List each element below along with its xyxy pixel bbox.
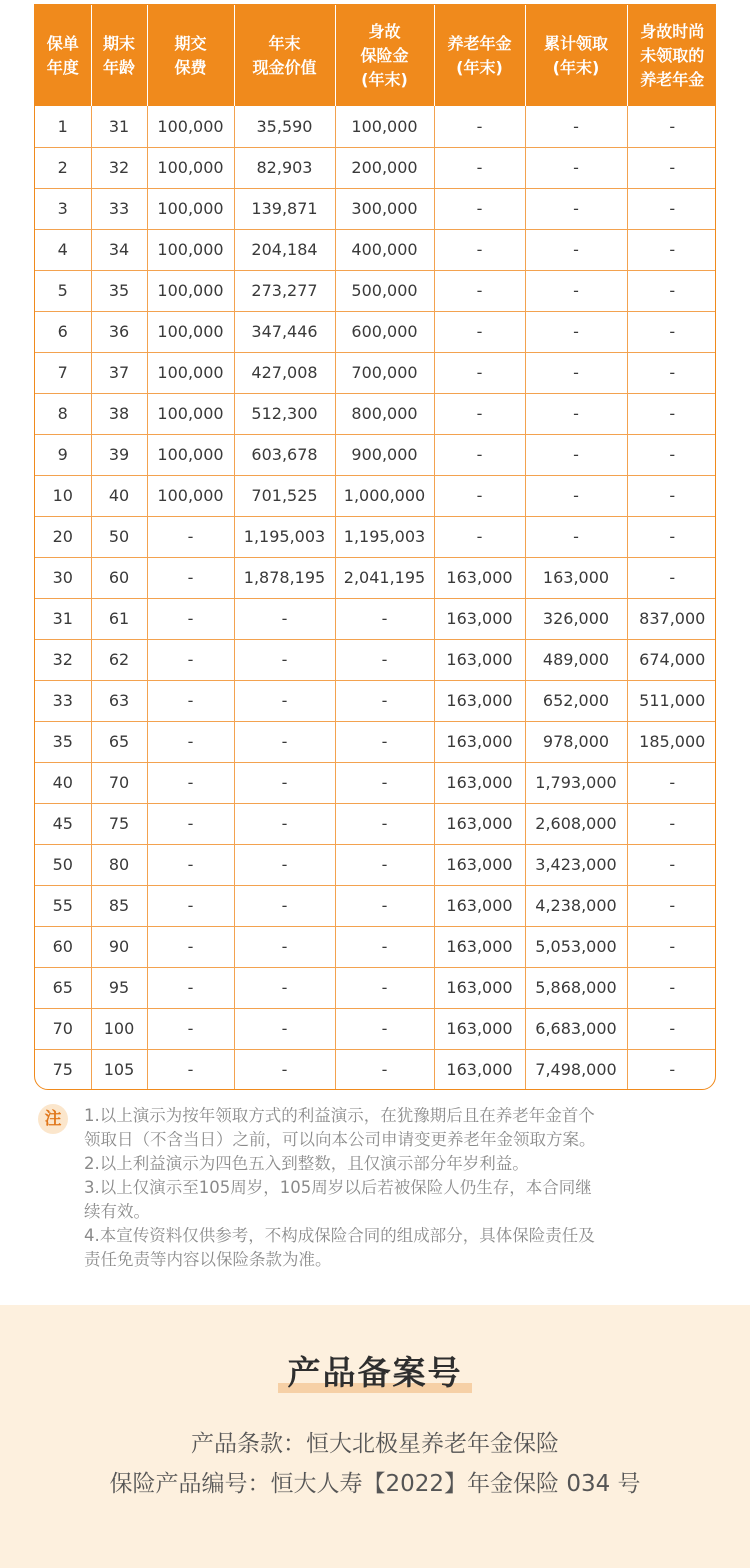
table-cell: 163,000 xyxy=(434,803,525,844)
table-cell: 100,000 xyxy=(335,106,434,147)
table-cell: - xyxy=(234,680,335,721)
table-cell: 95 xyxy=(91,967,147,1008)
table-cell: 273,277 xyxy=(234,270,335,311)
table-cell: - xyxy=(234,967,335,1008)
table-cell: - xyxy=(234,721,335,762)
table-cell: 36 xyxy=(91,311,147,352)
table-cell: 31 xyxy=(35,598,91,639)
table-cell: 900,000 xyxy=(335,434,434,475)
note-badge-icon: 注 xyxy=(38,1104,68,1134)
table-cell: - xyxy=(147,803,234,844)
table-row xyxy=(35,475,716,516)
table-cell: 1,793,000 xyxy=(525,762,627,803)
table-cell: 163,000 xyxy=(434,598,525,639)
header-death-benefit: 身故 保险金 (年末) xyxy=(335,5,434,106)
table-cell: - xyxy=(147,762,234,803)
header-age-end: 期末 年龄 xyxy=(91,5,147,106)
table-cell: - xyxy=(627,557,716,598)
table-cell: - xyxy=(627,475,716,516)
table-cell: - xyxy=(335,885,434,926)
table-cell: - xyxy=(147,1049,234,1090)
table-header-row xyxy=(35,5,716,106)
table-row xyxy=(35,1008,716,1049)
table-cell: - xyxy=(669,1060,676,1080)
table-cell: - xyxy=(525,270,627,311)
table-cell: 38 xyxy=(91,393,147,434)
table-row xyxy=(35,967,716,1008)
benefit-illustration-table xyxy=(35,5,716,1090)
product-number: 保险产品编号：恒大人寿【2022】年金保险 034 号 xyxy=(109,1471,641,1497)
table-cell: - xyxy=(147,885,234,926)
table-cell: - xyxy=(434,229,525,270)
table-row xyxy=(35,188,716,229)
table-cell: 55 xyxy=(35,885,91,926)
header-cash-value: 年末 现金价值 xyxy=(234,5,335,106)
table-cell: - xyxy=(434,434,525,475)
table-cell: - xyxy=(335,598,434,639)
table-cell: 163,000 xyxy=(434,680,525,721)
table-cell: - xyxy=(525,434,627,475)
header-annuity: 养老年金 (年末) xyxy=(434,5,525,106)
table-cell: 63 xyxy=(91,680,147,721)
table-cell: - xyxy=(234,639,335,680)
table-cell: 62 xyxy=(91,639,147,680)
table-cell: - xyxy=(335,762,434,803)
header-cumulative: 累计领取 (年末) xyxy=(525,5,627,106)
table-row xyxy=(35,1049,716,1090)
table-cell: 6,683,000 xyxy=(525,1008,627,1049)
table-row xyxy=(35,352,716,393)
table-cell: 100,000 xyxy=(147,270,234,311)
table-cell: 90 xyxy=(91,926,147,967)
table-cell: 85 xyxy=(91,885,147,926)
table-cell: - xyxy=(627,762,716,803)
table-cell: 163,000 xyxy=(525,557,627,598)
table-cell: - xyxy=(147,557,234,598)
table-row xyxy=(35,844,716,885)
table-cell: 33 xyxy=(91,188,147,229)
table-cell: 50 xyxy=(35,844,91,885)
table-cell: 9 xyxy=(35,434,91,475)
table-cell: 39 xyxy=(91,434,147,475)
table-cell: - xyxy=(525,516,627,557)
note-line: 责任免责等内容以保险条款为准。 xyxy=(84,1250,332,1269)
table-cell: 1,195,003 xyxy=(234,516,335,557)
table-cell: 10 xyxy=(35,475,91,516)
table-cell: - xyxy=(434,393,525,434)
table-row xyxy=(35,229,716,270)
benefit-table-container xyxy=(34,4,716,1090)
table-cell: 37 xyxy=(91,352,147,393)
table-cell: 7 xyxy=(35,352,91,393)
notes-section xyxy=(38,1104,718,1272)
table-cell: - xyxy=(234,598,335,639)
table-cell: 33 xyxy=(35,680,91,721)
table-cell: 163,000 xyxy=(434,639,525,680)
table-row xyxy=(35,516,716,557)
table-cell: 100,000 xyxy=(147,352,234,393)
table-cell: 35 xyxy=(35,721,91,762)
table-cell: 163,000 xyxy=(434,844,525,885)
table-cell: 60 xyxy=(35,926,91,967)
table-cell: - xyxy=(434,352,525,393)
table-cell: 652,000 xyxy=(525,680,627,721)
table-cell: 40 xyxy=(91,475,147,516)
table-cell: 7,498,000 xyxy=(525,1049,627,1090)
table-cell: - xyxy=(627,393,716,434)
header-policy-year: 保单 年度 xyxy=(35,5,91,106)
table-row xyxy=(35,803,716,844)
table-cell: - xyxy=(627,926,716,967)
table-cell: 1,195,003 xyxy=(335,516,434,557)
table-cell: 105 xyxy=(91,1049,147,1090)
table-cell: - xyxy=(525,188,627,229)
table-cell: 139,871 xyxy=(234,188,335,229)
table-row xyxy=(35,721,716,762)
table-cell: 100,000 xyxy=(147,106,234,147)
table-row xyxy=(35,106,716,147)
table-cell: 674,000 xyxy=(627,639,716,680)
table-cell: 100,000 xyxy=(147,311,234,352)
table-cell: - xyxy=(627,311,716,352)
note-line: 3.以上仅演示至105周岁，105周岁以后若被保险人仍生存，本合同继 xyxy=(84,1178,592,1197)
header-premium: 期交 保费 xyxy=(147,5,234,106)
table-row xyxy=(35,393,716,434)
table-cell: - xyxy=(234,1008,335,1049)
table-cell: - xyxy=(234,803,335,844)
note-line: 续有效。 xyxy=(84,1202,150,1221)
table-cell: - xyxy=(525,229,627,270)
table-cell: 30 xyxy=(35,557,91,598)
table-cell: 100,000 xyxy=(147,188,234,229)
table-cell: 163,000 xyxy=(434,926,525,967)
table-cell: - xyxy=(335,803,434,844)
table-cell: 163,000 xyxy=(434,1049,525,1090)
table-cell: 2,608,000 xyxy=(525,803,627,844)
table-cell: - xyxy=(147,967,234,1008)
table-cell: - xyxy=(147,680,234,721)
table-cell: - xyxy=(627,434,716,475)
table-cell: - xyxy=(525,147,627,188)
table-cell: - xyxy=(434,270,525,311)
table-cell: 1,878,195 xyxy=(234,557,335,598)
table-cell: 1,000,000 xyxy=(335,475,434,516)
table-cell: 3 xyxy=(35,188,91,229)
table-cell: - xyxy=(147,926,234,967)
table-cell: - xyxy=(627,352,716,393)
table-cell: 5,053,000 xyxy=(525,926,627,967)
table-cell: 300,000 xyxy=(335,188,434,229)
table-cell: 163,000 xyxy=(434,721,525,762)
table-cell: 512,300 xyxy=(234,393,335,434)
table-cell: 4,238,000 xyxy=(525,885,627,926)
table-cell: - xyxy=(147,516,234,557)
table-row xyxy=(35,639,716,680)
table-cell: - xyxy=(627,106,716,147)
table-row xyxy=(35,557,716,598)
table-cell: - xyxy=(434,311,525,352)
table-cell: - xyxy=(627,147,716,188)
table-cell: - xyxy=(627,1008,716,1049)
table-cell: 45 xyxy=(35,803,91,844)
table-cell: 3,423,000 xyxy=(525,844,627,885)
table-cell: 700,000 xyxy=(335,352,434,393)
table-cell: - xyxy=(335,680,434,721)
table-cell: 185,000 xyxy=(627,721,716,762)
table-row xyxy=(35,270,716,311)
table-cell: 163,000 xyxy=(434,1008,525,1049)
table-cell: - xyxy=(335,721,434,762)
table-row xyxy=(35,885,716,926)
table-cell: 4 xyxy=(35,229,91,270)
table-cell: - xyxy=(147,1008,234,1049)
table-cell: 200,000 xyxy=(335,147,434,188)
table-row xyxy=(35,147,716,188)
table-cell: 163,000 xyxy=(434,557,525,598)
table-cell: - xyxy=(434,106,525,147)
table-cell: 35,590 xyxy=(234,106,335,147)
table-row xyxy=(35,762,716,803)
table-body xyxy=(35,106,716,1090)
note-line: 领取日（不含当日）之前，可以向本公司申请变更养老年金领取方案。 xyxy=(84,1130,596,1149)
table-cell: 100 xyxy=(91,1008,147,1049)
table-cell: 65 xyxy=(35,967,91,1008)
table-cell: 6 xyxy=(35,311,91,352)
table-cell: - xyxy=(147,844,234,885)
table-cell: - xyxy=(434,147,525,188)
table-cell: 326,000 xyxy=(525,598,627,639)
table-cell: 34 xyxy=(91,229,147,270)
table-cell: 70 xyxy=(35,1008,91,1049)
table-cell: - xyxy=(335,639,434,680)
table-cell: - xyxy=(335,967,434,1008)
table-cell: 2,041,195 xyxy=(335,557,434,598)
table-cell: 400,000 xyxy=(335,229,434,270)
table-cell: 511,000 xyxy=(627,680,716,721)
table-cell: 60 xyxy=(91,557,147,598)
table-cell: - xyxy=(525,352,627,393)
table-cell: 75 xyxy=(91,803,147,844)
table-cell: 31 xyxy=(91,106,147,147)
note-line: 4.本宣传资料仅供参考，不构成保险合同的组成部分，具体保险责任及 xyxy=(84,1226,595,1245)
table-cell: 701,525 xyxy=(234,475,335,516)
table-cell: - xyxy=(234,844,335,885)
table-cell: - xyxy=(147,721,234,762)
header-unclaimed-annuity: 身故时尚 未领取的 养老年金 xyxy=(627,5,716,106)
table-cell: - xyxy=(234,1049,335,1090)
table-cell: - xyxy=(627,270,716,311)
table-cell: - xyxy=(434,188,525,229)
table-row xyxy=(35,434,716,475)
table-cell: 32 xyxy=(91,147,147,188)
table-cell: - xyxy=(234,926,335,967)
table-row xyxy=(35,680,716,721)
table-cell: - xyxy=(335,1049,434,1090)
table-cell: 2 xyxy=(35,147,91,188)
table-cell: - xyxy=(627,516,716,557)
table-cell: 5,868,000 xyxy=(525,967,627,1008)
table-cell: 65 xyxy=(91,721,147,762)
note-line: 1.以上演示为按年领取方式的利益演示，在犹豫期后且在养老年金首个 xyxy=(84,1106,595,1125)
table-cell: 600,000 xyxy=(335,311,434,352)
table-cell: 100,000 xyxy=(147,393,234,434)
table-cell: 20 xyxy=(35,516,91,557)
table-cell: - xyxy=(434,475,525,516)
table-cell: 500,000 xyxy=(335,270,434,311)
table-cell: 347,446 xyxy=(234,311,335,352)
table-cell: 61 xyxy=(91,598,147,639)
table-cell: 5 xyxy=(35,270,91,311)
table-cell: 163,000 xyxy=(434,762,525,803)
table-cell: 8 xyxy=(35,393,91,434)
table-cell: - xyxy=(525,311,627,352)
table-cell: - xyxy=(525,475,627,516)
table-cell: - xyxy=(434,516,525,557)
filing-title: 产品备案号 xyxy=(287,1353,463,1392)
table-cell: - xyxy=(335,926,434,967)
table-cell: - xyxy=(627,885,716,926)
table-cell: 40 xyxy=(35,762,91,803)
table-cell: - xyxy=(147,598,234,639)
table-cell: - xyxy=(335,844,434,885)
table-cell: 603,678 xyxy=(234,434,335,475)
table-cell: - xyxy=(627,803,716,844)
table-cell: 800,000 xyxy=(335,393,434,434)
table-cell: 82,903 xyxy=(234,147,335,188)
table-cell: 489,000 xyxy=(525,639,627,680)
note-lines xyxy=(84,1104,718,1272)
product-terms: 产品条款：恒大北极星养老年金保险 xyxy=(191,1431,559,1457)
table-cell: 100,000 xyxy=(147,475,234,516)
table-cell: - xyxy=(627,229,716,270)
table-row xyxy=(35,311,716,352)
table-cell: 100,000 xyxy=(147,229,234,270)
table-cell: 163,000 xyxy=(434,967,525,1008)
note-line: 2.以上利益演示为四色五入到整数，且仅演示部分年岁利益。 xyxy=(84,1154,529,1173)
table-cell: - xyxy=(627,967,716,1008)
table-cell: - xyxy=(525,393,627,434)
table-cell: - xyxy=(234,762,335,803)
table-cell: 50 xyxy=(91,516,147,557)
table-cell: 80 xyxy=(91,844,147,885)
table-cell: 1 xyxy=(35,106,91,147)
table-row xyxy=(35,598,716,639)
table-cell: 204,184 xyxy=(234,229,335,270)
table-row xyxy=(35,926,716,967)
table-cell: - xyxy=(525,106,627,147)
table-cell: 100,000 xyxy=(147,147,234,188)
table-cell: 70 xyxy=(91,762,147,803)
table-cell: - xyxy=(234,885,335,926)
table-cell: 35 xyxy=(91,270,147,311)
table-cell: 32 xyxy=(35,639,91,680)
table-cell: 978,000 xyxy=(525,721,627,762)
table-cell: 163,000 xyxy=(434,885,525,926)
product-filing-section xyxy=(0,1305,750,1568)
table-cell: - xyxy=(627,844,716,885)
table-cell: 75 xyxy=(35,1049,91,1090)
table-cell: - xyxy=(627,188,716,229)
table-cell: 100,000 xyxy=(147,434,234,475)
table-cell: 427,008 xyxy=(234,352,335,393)
table-cell: - xyxy=(335,1008,434,1049)
table-cell: - xyxy=(147,639,234,680)
table-cell: 837,000 xyxy=(627,598,716,639)
